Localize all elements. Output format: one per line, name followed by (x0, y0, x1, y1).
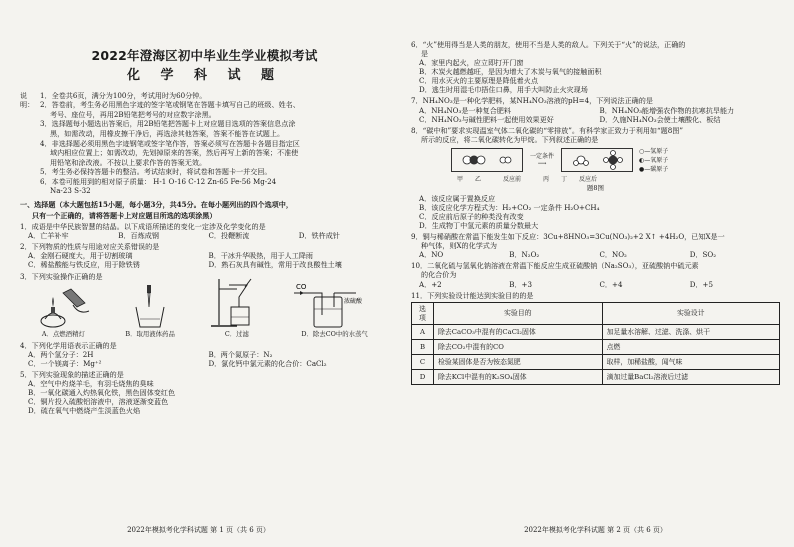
molecule-labels (451, 176, 780, 184)
option-b: B．+3 (509, 279, 533, 289)
label-before: 反应前 (502, 175, 521, 183)
figure-b-caption: B．取用液体药品 (125, 330, 175, 339)
option-c: C．稀盐酸能与铁反应，用于除铁锈 (28, 260, 140, 270)
question-6-options (411, 58, 780, 94)
instruction-line: 考号、座位号，再用2B铅笔把考号的对应数字涂黑。 (50, 109, 216, 119)
question-8: 8．“碳中和”要求实现温室气体二氧化碳的“零排放”。有科学家正致力于利用如“题8图” (411, 125, 683, 135)
option-a: A．NO (419, 250, 444, 260)
option-a: A．该反应属于置换反应 (419, 193, 496, 203)
question-10: 10．二氧化硫与氢氧化钠溶液在常温下能反应生成亚硫酸钠（Na₂SO₃），亚硫酸钠中硫元素 (411, 261, 699, 271)
page-2-footer: 2022年模拟考化学科试题 第 2 页（共 6 页） (524, 526, 667, 535)
table-cell: 加足量水溶解、过滤、洗涤、烘干 (602, 325, 779, 340)
molecule-legend (639, 147, 668, 174)
question-4: 4．下列化学用语表示正确的是 (20, 340, 117, 350)
option-d: D．SO₂ (689, 250, 717, 260)
option-b: B．干冰升华吸热，用于人工降雨 (208, 251, 314, 261)
option-d: D．生成物丁中氢元素的质量分数最大 (419, 221, 539, 231)
option-c: C．NH₄NO₃与碱性肥料一起使用效果更好 (419, 114, 554, 124)
option-d: D．熟石灰具有碱性，常用于改良酸性土壤 (208, 260, 342, 270)
reaction-condition: 一定条件 (529, 152, 554, 160)
sulfuric-acid-label: 浓硫酸 (343, 298, 362, 306)
h2-molecule-icon (496, 152, 516, 168)
exam-page-2 (397, 0, 794, 547)
instruction-line: 1．全卷共6页，满分为100分，考试用时为60分钟。 (40, 90, 207, 100)
legend-hydrogen: ○—氢原子 (639, 147, 669, 155)
exam-subtitle: 化 学 科 试 题 (126, 68, 283, 83)
table-cell: 检验某固体是否为铵态氮肥 (434, 355, 603, 370)
question-2-options (20, 251, 389, 269)
table-row (412, 370, 780, 385)
instruction-line: 3．选择题每小题选出答案后，用2B铅笔把答题卡上对应题目选项的答案信息点涂 (40, 119, 296, 129)
figure-d-caption: D．除去CO中的水蒸气 (301, 330, 368, 339)
table-header: 选项 (412, 302, 434, 325)
option-d: D．逃生时用湿毛巾捂住口鼻，用手大叫防止火灾现场 (419, 85, 588, 95)
question-9: 9．铜与稀硝酸在常温下能发生如下反应：3Cu+8HNO₃=3Cu(NO₃)₂+2 X↑ +4H₂O，已知X是一 (411, 232, 725, 242)
arrow-icon: ⟶ (537, 160, 547, 168)
table-cell: 取样，加稀盐酸，闻气味 (602, 355, 779, 370)
question-6-cont: 是 (421, 49, 429, 59)
question-5-options (20, 379, 389, 415)
option-a: A．金刚石硬度大，用于切割玻璃 (28, 251, 133, 261)
question-7: 7．NH₄NO₃是一种化学肥料，某NH₄NO₃溶液的pH=4，下列说法正确的是 (411, 96, 653, 106)
question-8-cont: 所示的反应，将二氧化碳转化为甲烷。下列叙述正确的是 (421, 134, 599, 144)
table-header: 实验目的 (434, 302, 603, 325)
label-jia: 甲 (456, 175, 463, 183)
table-header: 实验设计 (602, 302, 779, 325)
option-c: C．投鞭断流 (208, 231, 250, 241)
option-a: A．NH₄NO₃是一种复合肥料 (419, 105, 511, 115)
legend-carbon: ●—碳原子 (639, 165, 669, 173)
instruction-line: 6．本卷可能用到的相对原子质量： H-1 O-16 C-12 Zn-65 Fe-56 Mg-24 (40, 176, 277, 186)
label-yi: 乙 (474, 175, 481, 183)
question-1: 1．成语是中华民族智慧的结晶。以下成语所描述的变化一定涉及化学变化的是 (20, 222, 266, 232)
option-b: B．该反应化学方程式为：H₂+CO₂ 一定条件 H₂O+CH₄ (419, 202, 600, 212)
figure-8-caption: 题8图 (586, 183, 605, 192)
question-9-cont: 种气体，则X的化学式为 (421, 241, 497, 251)
option-c: C．NO₂ (599, 250, 627, 260)
option-b: B．N₂O₂ (509, 250, 540, 260)
label-bing: 丙 (542, 175, 549, 183)
question-7-options (411, 106, 780, 124)
option-a: A．两个氢分子：2H (28, 349, 94, 359)
table-cell: 点燃 (602, 340, 779, 355)
alcohol-lamp-lighting-icon (33, 285, 93, 329)
option-a: A．亡羊补牢 (28, 231, 69, 241)
co2-molecule-icon (459, 152, 489, 168)
reactants-frame (451, 148, 523, 172)
gas-washing-bottle-icon (294, 279, 376, 329)
option-c: C．用水灭火的主要原理是降低着火点 (419, 76, 538, 86)
instruction-line: 5．考生务必保持答题卡的整洁。考试结束时，将试卷和答题卡一并交回。 (40, 167, 272, 177)
option-b: B．木炭火越燃越旺，是因为增大了木炭与氧气的接触面积 (419, 67, 602, 77)
question-3: 3．下列实验操作正确的是 (20, 271, 103, 281)
section-heading: 一、选择题（本大题包括15小题，每小题3分，共45分。在每小题列出的四个选项中， (20, 199, 293, 209)
label-ding: 丁 (560, 175, 567, 183)
option-b: B．两个氮原子：N₂ (208, 349, 273, 359)
table-cell: B (412, 340, 434, 355)
question-1-options (20, 231, 389, 240)
instruction-line: 4．非选择题必须用黑色字迹钢笔或签字笔作答，答案必须写在答题卡各题目指定区 (40, 138, 300, 148)
h2o-molecule-icon (569, 152, 593, 168)
table-row (412, 340, 780, 355)
table-cell: 除去CaCO₃中混有的CaCl₂固体 (434, 325, 603, 340)
table-cell: 滴加过量BaCl₂溶液后过滤 (602, 370, 779, 385)
legend-carbon-label: —碳原子 (644, 165, 669, 173)
table-row (412, 325, 780, 340)
option-d: D．+5 (689, 279, 713, 289)
option-c: C．铜片投入硫酸铝溶液中，溶液逐渐变蓝色 (28, 397, 169, 407)
section-heading-cont: 只有一个正确的，请将答题卡上对应题目所选的选项涂黑） (32, 211, 217, 221)
instruction-line: 域内相应位置上；如需改动，先划掉原来的答案，然后再写上新的答案；不准使 (50, 148, 299, 158)
question-8-options (411, 194, 780, 230)
instructions (20, 91, 389, 196)
question-9-options (411, 250, 780, 259)
question-5: 5．下列实验现象的描述正确的是 (20, 369, 124, 379)
legend-hydrogen-label: —氢原子 (644, 147, 669, 155)
dropper-liquid-icon (120, 283, 180, 329)
table-cell: A (412, 325, 434, 340)
co-label: CO (295, 283, 307, 292)
instruction-line: 2．答卷前，考生务必用黑色字迹的签字笔或钢笔在答题卡填写自己的班级、姓名、 (40, 100, 300, 110)
figure-c (207, 275, 267, 338)
figure-a-caption: A．点燃酒精灯 (41, 330, 85, 339)
option-a: A．+2 (419, 279, 442, 289)
figure-c-caption: C．过滤 (224, 330, 249, 339)
option-d: D．氯化钙中氯元素的化合价：CaCl₂ (208, 358, 327, 368)
instructions-list (40, 91, 389, 196)
instruction-line: 用铅笔和涂改液。不按以上要求作答的答案无效。 (50, 157, 207, 167)
table-cell: D (412, 370, 434, 385)
question-11: 11．下列实验设计能达到实验目的的是 (411, 290, 534, 300)
reaction-diagram (451, 147, 780, 174)
question-4-options (20, 350, 389, 368)
page-1-footer: 2022年模拟考化学科试题 第 1 页（共 6 页） (127, 526, 270, 535)
table-cell: C (412, 355, 434, 370)
question-2: 2．下列物质的性质与用途对应关系错误的是 (20, 242, 160, 252)
option-b: B．百炼成钢 (118, 231, 159, 241)
option-a: A．家里内起火，应立即打开门窗 (419, 58, 524, 68)
figure-b (120, 283, 180, 338)
ch4-molecule-icon (601, 150, 625, 170)
question-3-figures (20, 283, 389, 339)
option-b: B．NH₄NO₃能增强农作物的抗寒抗旱能力 (599, 105, 735, 115)
legend-oxygen: ◐—氧原子 (639, 156, 669, 164)
instruction-line: 黑，如需改动，用橡皮擦干净后，再选涂其他答案，答案不能答在试题上。 (50, 128, 285, 138)
table-cell: 除去CO₂中混有的CO (434, 340, 603, 355)
option-c: C．+4 (599, 279, 623, 289)
label-after: 反应后 (578, 175, 597, 183)
exam-title: 2022年澄海区初中毕业生学业模拟考试 (91, 48, 318, 63)
option-c: C．一个镁离子：Mg⁺² (28, 358, 102, 368)
legend-oxygen-label: —氧原子 (644, 156, 669, 164)
figure-d (294, 279, 376, 338)
option-d: D．铁杵成针 (298, 231, 340, 241)
experiment-table (411, 302, 780, 386)
question-6: 6．“火”使用得当是人类的朋友，使用不当是人类的敌人。下列关于“火”的说法，正确的 (411, 40, 686, 49)
table-cell: 除去KCl中混有的K₂SO₄固体 (434, 370, 603, 385)
reaction-arrow (523, 153, 561, 168)
question-10-cont: 的化合价为 (421, 270, 457, 280)
table-row (412, 355, 780, 370)
question-10-options (411, 280, 780, 289)
filtration-stand-icon (207, 275, 267, 329)
option-d: D．久施NH₄NO₃会使土壤酸化、板结 (599, 114, 721, 124)
option-d: D．硫在氧气中燃烧产生淡蓝色火焰 (28, 406, 141, 416)
option-a: A．空气中灼烧羊毛，有羽毛烧焦的臭味 (28, 378, 154, 388)
instructions-heading: 说明： (20, 90, 35, 109)
option-b: B．一氧化碳通入灼热氧化铁，黑色固体变红色 (28, 388, 176, 397)
table-header-row (412, 302, 780, 325)
figure-a (33, 285, 93, 338)
instruction-line: Na-23 S-32 (50, 186, 91, 196)
option-c: C．反应前后原子的种类没有改变 (419, 212, 524, 221)
products-frame (561, 148, 633, 172)
